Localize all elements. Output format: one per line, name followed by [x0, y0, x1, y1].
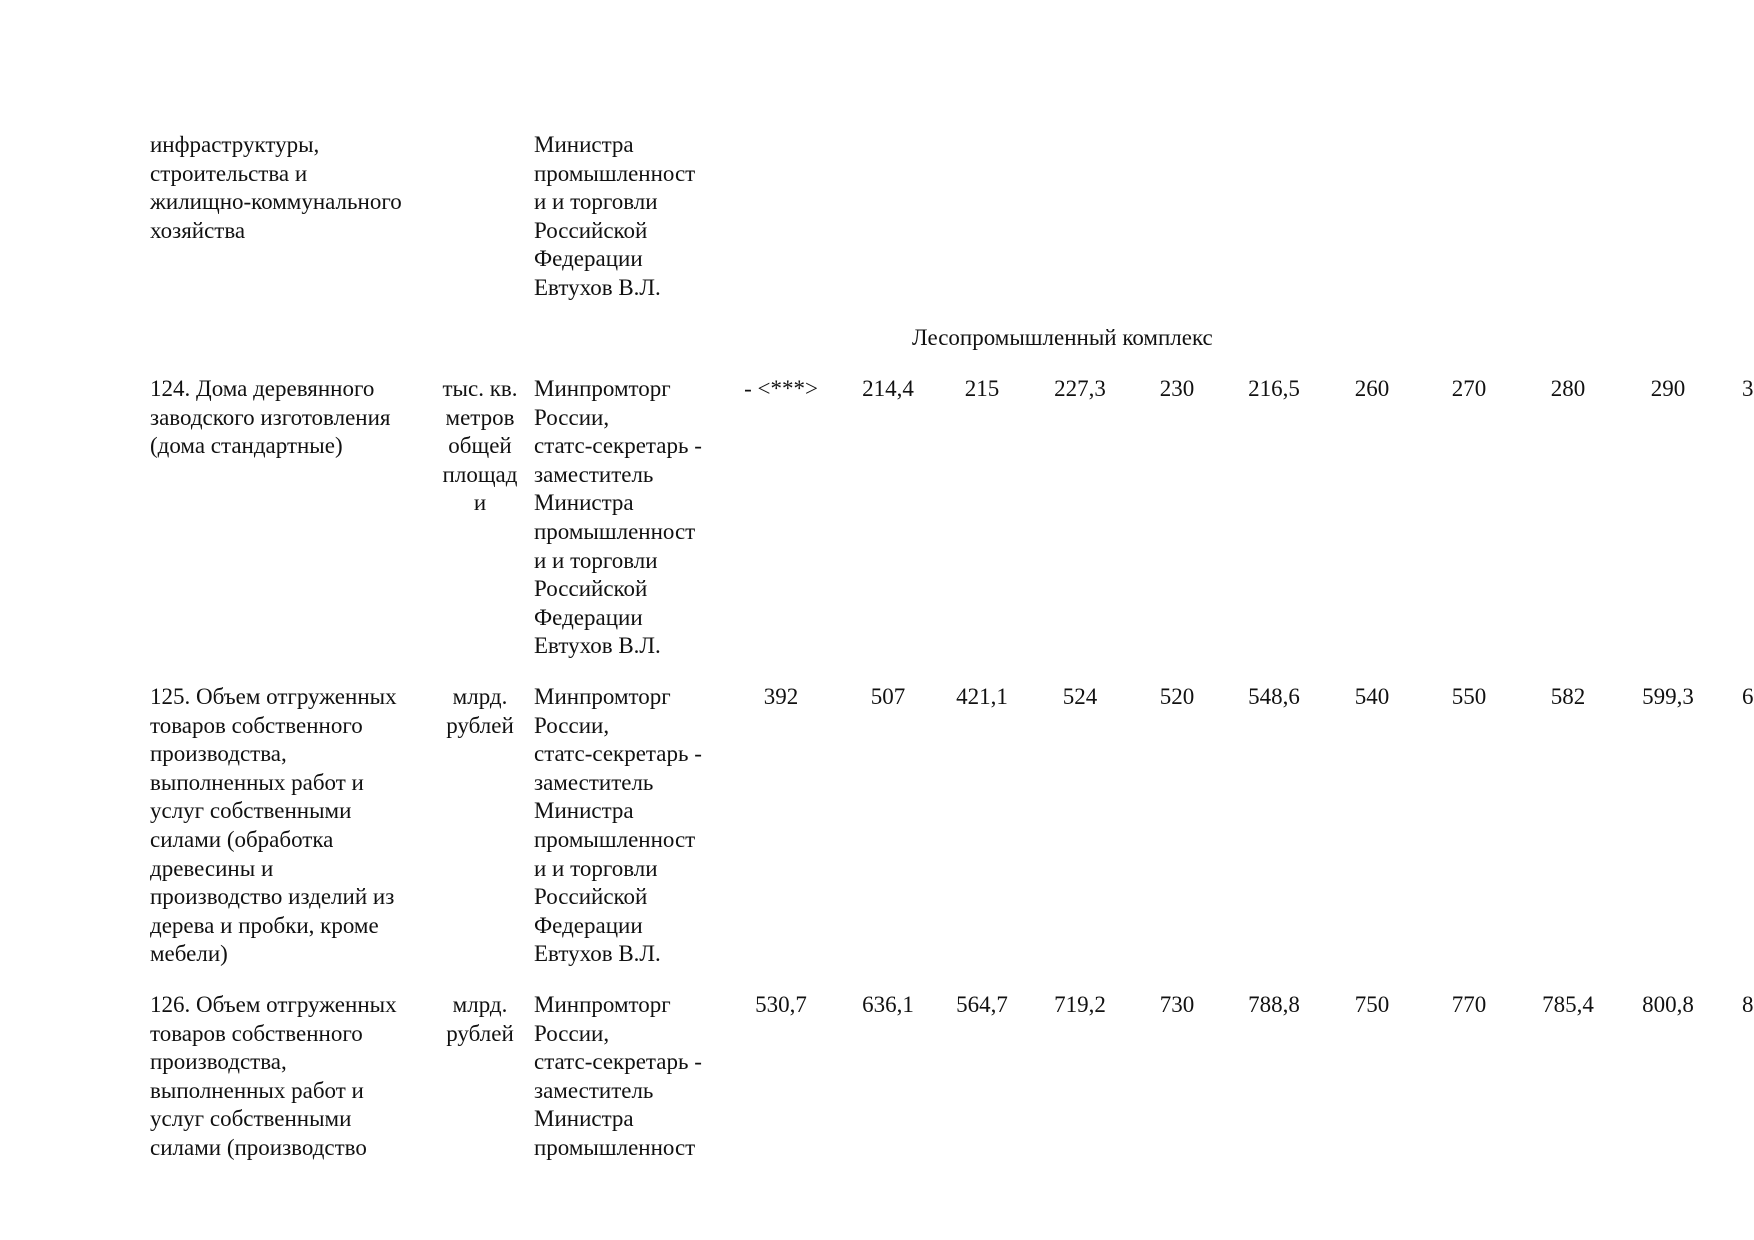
row-value: 214,4 — [862, 376, 914, 401]
row-value: 730 — [1159, 992, 1195, 1017]
row-value-cut: 8 — [1742, 992, 1754, 1017]
row-value: 230 — [1159, 376, 1195, 401]
row-value: 290 — [1650, 376, 1686, 401]
row-value: 785,4 — [1542, 992, 1594, 1017]
row-value-cut: 3 — [1742, 376, 1754, 401]
row-responsible: Минпромторг России, статс-секретарь - заместитель Министра промышленност — [534, 992, 702, 1160]
row-value: 280 — [1550, 376, 1586, 401]
row-value: 750 — [1354, 992, 1390, 1017]
row-value-cut: 6 — [1742, 684, 1754, 709]
row-value: 227,3 — [1054, 376, 1106, 401]
row-value: 524 — [1062, 684, 1098, 709]
row-unit: млрд. рублей — [446, 992, 514, 1046]
row-value: 770 — [1451, 992, 1487, 1017]
row-value: 599,3 — [1642, 684, 1694, 709]
row-unit: млрд. рублей — [446, 684, 514, 738]
row-name: 125. Объем отгруженных товаров собственного производства, выполненных работ и услуг собственными силами (обработка древесины и производство изделий из дерева и пробки, кроме мебели) — [150, 684, 397, 967]
row-value: 564,7 — [956, 992, 1008, 1017]
continuation-name-text: инфраструктуры, строительства и жилищно-коммунального хозяйства — [150, 132, 402, 243]
row-value: 216,5 — [1248, 376, 1300, 401]
row-responsible: Минпромторг России, статс-секретарь - заместитель Министра промышленност и и торговли Российской Федерации Евтухов В.Л. — [534, 376, 702, 659]
row-responsible: Минпромторг России, статс-секретарь - заместитель Министра промышленност и и торговли Российской Федерации Евтухов В.Л. — [534, 684, 702, 967]
row-value: - <***> — [744, 376, 818, 401]
row-value: 421,1 — [956, 684, 1008, 709]
section-title: Лесопромышленный комплекс — [912, 325, 1213, 350]
row-value: 392 — [763, 684, 799, 709]
row-unit: тыс. кв. метров общей площад и — [442, 376, 518, 516]
row-value: 215 — [964, 376, 1000, 401]
row-name: 124. Дома деревянного заводского изготовления (дома стандартные) — [150, 376, 391, 459]
row-name: 126. Объем отгруженных товаров собственного производства, выполненных работ и услуг собственными силами (производство — [150, 992, 397, 1160]
row-value: 507 — [870, 684, 906, 709]
row-value: 520 — [1159, 684, 1195, 709]
row-value: 540 — [1354, 684, 1390, 709]
row-value: 636,1 — [862, 992, 914, 1017]
row-value: 719,2 — [1054, 992, 1106, 1017]
row-value: 800,8 — [1642, 992, 1694, 1017]
row-value: 530,7 — [755, 992, 807, 1017]
row-value: 550 — [1451, 684, 1487, 709]
row-value: 260 — [1354, 376, 1390, 401]
row-value: 270 — [1451, 376, 1487, 401]
row-value: 548,6 — [1248, 684, 1300, 709]
continuation-responsible-text: Министра промышленност и и торговли Российской Федерации Евтухов В.Л. — [534, 132, 696, 300]
row-value: 788,8 — [1248, 992, 1300, 1017]
row-value: 582 — [1550, 684, 1586, 709]
